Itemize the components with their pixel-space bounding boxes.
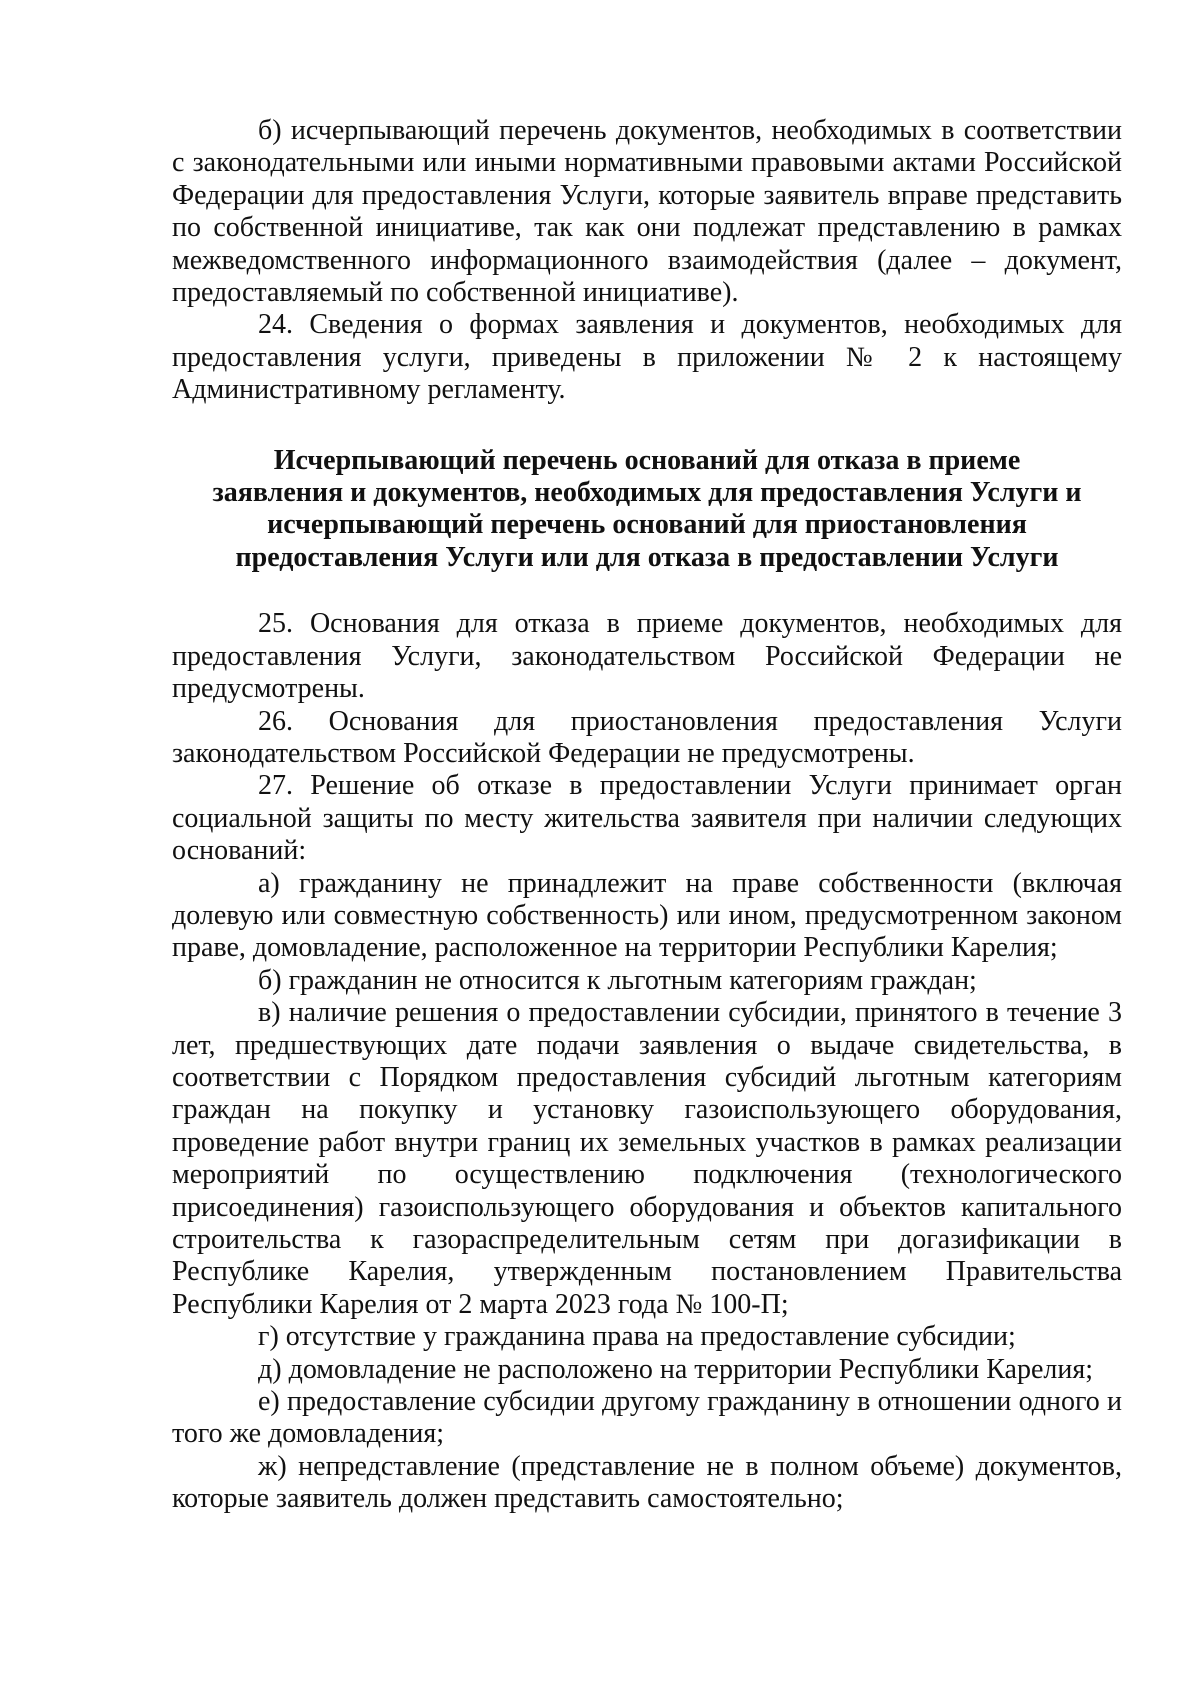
heading-line-3: исчерпывающий перечень оснований для приостановления bbox=[267, 509, 1027, 541]
paragraph-27-d: д) домовладение не расположено на территории Республики Карелия; bbox=[258, 1353, 1094, 1385]
heading-line-1: Исчерпывающий перечень оснований для отказа в приеме bbox=[273, 444, 1021, 476]
document-page bbox=[172, 115, 1122, 1516]
paragraph-27-b: б) гражданин не относится к льготным категориям граждан; bbox=[258, 964, 977, 996]
paragraph-26: 26. Основания для приостановления предоставления Услуги законодательством Российской Федерации не предусмотрены. bbox=[172, 705, 1122, 769]
paragraph-27-zh: ж) непредставление (представление не в полном объеме) документов, которые заявитель должен представить самостоятельно; bbox=[172, 1450, 1122, 1515]
paragraph-item-b-documents: б) исчерпывающий перечень документов, необходимых в соответствии с законодательными или иными нормативными правовыми актами Российской Федерации для предоставления Услуги, которые заявитель вправе представить по собственной инициативе, так как они подлежат представлению в рамках межведомственного информационного взаимодействия (далее – документ, предоставляемый по собственной инициативе). bbox=[172, 115, 1122, 309]
paragraph-24: 24. Сведения о формах заявления и документов, необходимых для предоставления услуги, приведены в приложении № 2 к настоящему Административному регламенту. bbox=[172, 309, 1122, 406]
paragraph-25: 25. Основания для отказа в приеме документов, необходимых для предоставления Услуги, законодательством Российской Федерации не предусмотрены. bbox=[172, 608, 1122, 705]
paragraph-27-a: а) гражданину не принадлежит на праве собственности (включая долевую или совместную собственность) или ином, предусмотренном законом праве, домовладение, расположенное на территории Республики Карелия; bbox=[172, 867, 1122, 964]
paragraph-27-e: е) предоставление субсидии другому гражданину в отношении одного и того же домовладения; bbox=[172, 1386, 1122, 1450]
paragraph-27-v: в) наличие решения о предоставлении субсидии, принятого в течение 3 лет, предшествующих дате подачи заявления о выдаче свидетельства, в соответствии с Порядком предоставления субсидий льготным категориям граждан на покупку и установку газоиспользующего оборудования, проведение работ внутри границ их земельных участков в рамках реализации мероприятий по осуществлению подключения (технологического присоединения) газоиспользующего оборудования и объектов капитального строительства к газораспределительным сетям при догазификации в Республике Карелия, утвержденным постановлением Правительства Республики Карелия от 2 марта 2023 года № 100-П; bbox=[172, 997, 1122, 1320]
paragraph-27: 27. Решение об отказе в предоставлении Услуги принимает орган социальной защиты по месту жительства заявителя при наличии следующих оснований: bbox=[172, 770, 1122, 867]
section-heading bbox=[172, 445, 1122, 575]
paragraph-27-g: г) отсутствие у гражданина права на предоставление субсидии; bbox=[258, 1321, 1016, 1353]
heading-line-4: предоставления Услуги или для отказа в предоставлении Услуги bbox=[235, 541, 1059, 573]
heading-line-2: заявления и документов, необходимых для предоставления Услуги и bbox=[212, 477, 1082, 509]
